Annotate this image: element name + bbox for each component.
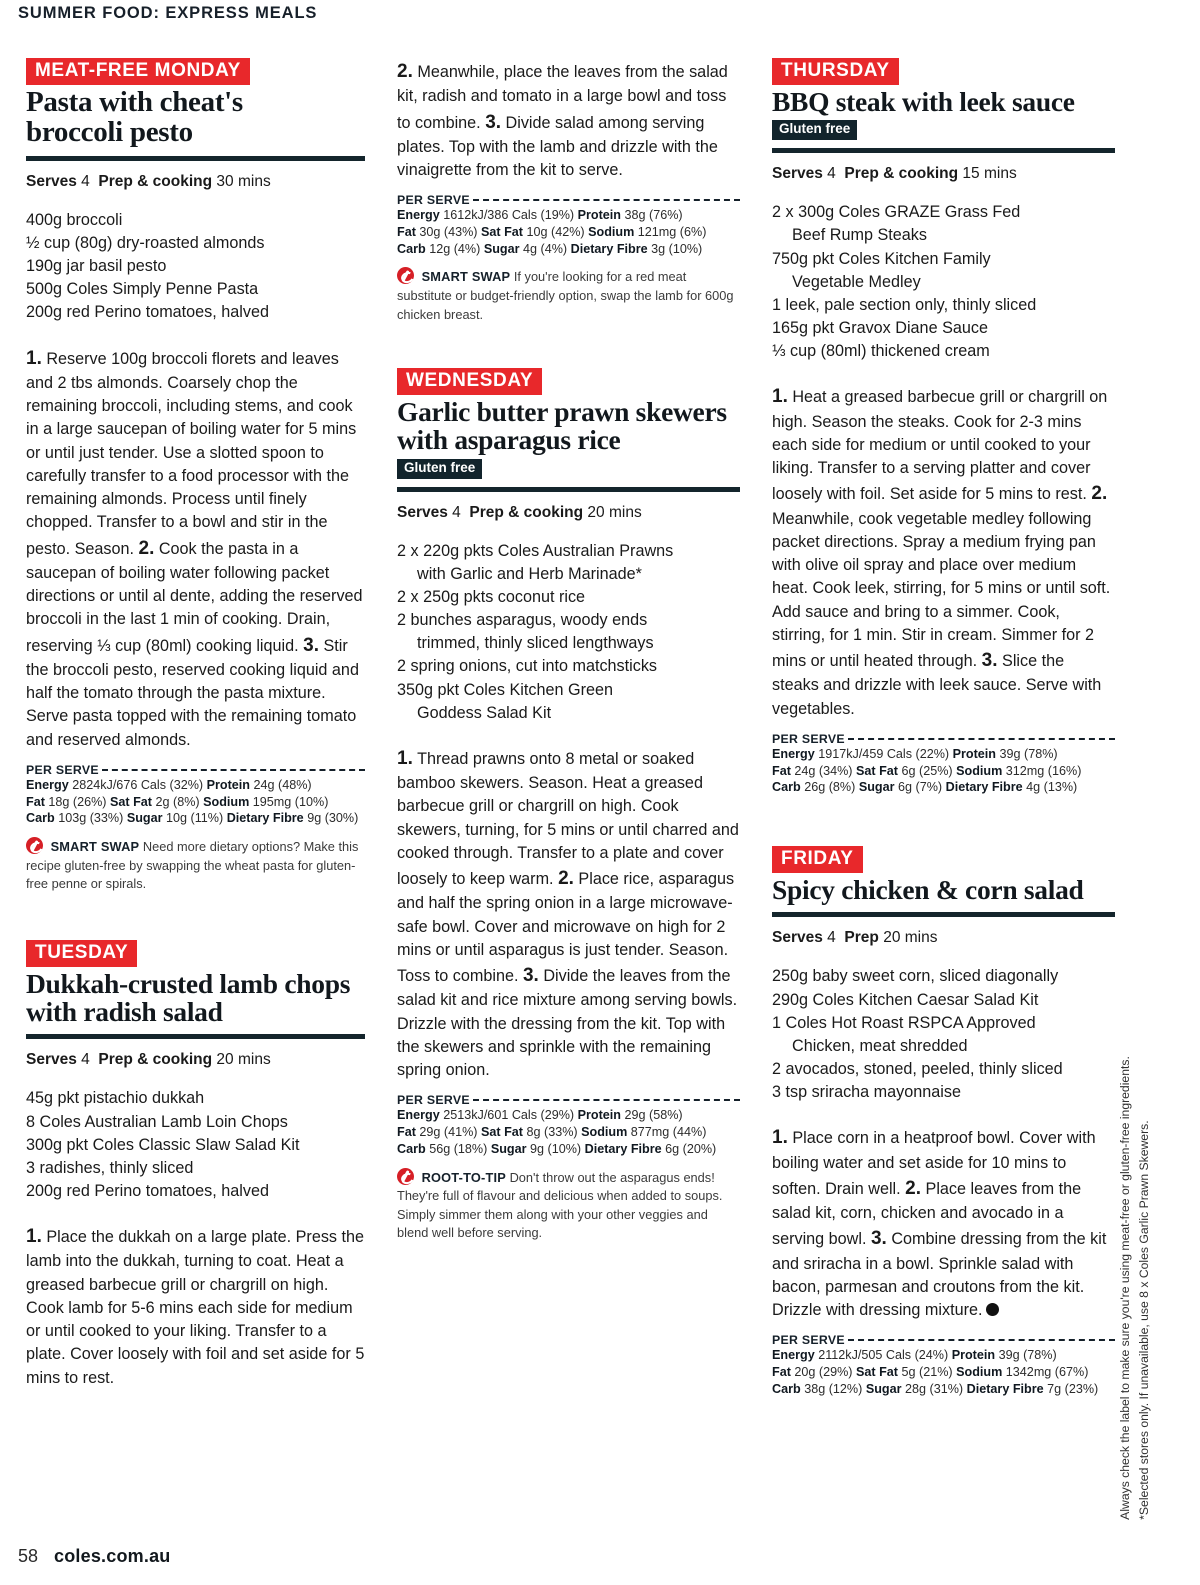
protein-value: 39g (78%) <box>998 1348 1057 1363</box>
sugar-value: 9g (10%) <box>530 1141 582 1156</box>
step-text: Divide the leaves from the salad kit and rice mixture among serving bowls. Drizzle with the dressing from the kit. Top with the skewers and sprinkle with the remaining spring onion. <box>397 967 738 1080</box>
serves-line-monday <box>26 172 365 192</box>
serves-value: 4 <box>827 929 836 947</box>
dashed-rule <box>848 1339 1115 1341</box>
protein-label: Protein <box>577 208 621 223</box>
energy-value: 1612kJ/386 Cals (19%) <box>443 208 575 223</box>
sodium-label: Sodium <box>588 224 635 239</box>
nutrition-panel-wednesday <box>397 1093 740 1157</box>
energy-label: Energy <box>772 746 815 761</box>
carb-label: Carb <box>772 1381 801 1396</box>
ingredient-item <box>397 586 740 609</box>
tip-text: If you're looking for a red meat substitute or budget-friendly option, swap the lamb for 600g chicken breast. <box>397 269 734 322</box>
ingredient-main: 2 x 300g Coles GRAZE Grass Fed <box>772 203 1021 222</box>
ingredient-item: 500g Coles Simply Penne Pasta <box>26 280 259 299</box>
per-serve-header <box>397 1093 740 1107</box>
sodium-value: 1342mg (67%) <box>1005 1365 1089 1380</box>
gluten-free-badge: Gluten free <box>772 120 857 140</box>
sugar-label: Sugar <box>483 241 520 256</box>
carb-value: 12g (4%) <box>429 241 481 256</box>
carb-label: Carb <box>772 780 801 795</box>
ingredient-main: 750g pkt Coles Kitchen Family <box>772 249 991 268</box>
sugar-label: Sugar <box>490 1141 527 1156</box>
per-serve-header <box>26 763 365 777</box>
ingredient-main: 3 tsp sriracha mayonnaise <box>772 1083 961 1102</box>
recipe-columns <box>0 58 1145 1508</box>
step-text: Combine dressing from the kit and sriracha in a bowl. Sprinkle salad with bacon, parmesan and croutons from the kit. Drizzle with dressing mixture. <box>772 1230 1107 1320</box>
ingredient-item: 190g jar basil pesto <box>26 257 167 276</box>
nutrition-row <box>397 1124 740 1141</box>
title-rule <box>397 487 740 492</box>
nutrition-row <box>26 810 365 827</box>
recipe-title-line1: Dukkah-crusted lamb chops <box>26 967 351 999</box>
tip-text: Don't throw out the asparagus ends! They're full of flavour and delicious when added to soups. Simply simmer them along with your other veggies and blend well before serving. <box>397 1169 723 1241</box>
tip-title: SMART SWAP <box>421 269 511 285</box>
side-note-line2: *Selected stores only. If unavailable, use 8 x Coles Garlic Prawn Skewers. <box>1137 1120 1152 1520</box>
ingredient-item <box>772 1081 1115 1104</box>
method-thursday <box>772 383 1115 721</box>
step-number: 3. <box>981 650 998 672</box>
per-serve-label: PER SERVE <box>772 1333 845 1348</box>
sodium-label: Sodium <box>956 1365 1003 1380</box>
recipe-title-wednesday <box>397 398 740 455</box>
ingredient-item: 400g broccoli <box>26 210 123 229</box>
fat-value: 29g (41%) <box>419 1125 478 1140</box>
ingredient-main: 1 Coles Hot Roast RSPCA Approved <box>772 1013 1036 1032</box>
carb-label: Carb <box>26 811 55 826</box>
tip-text: Need more dietary options? Make this recipe gluten-free by swapping the wheat pasta for gluten-free penne or spirals. <box>26 839 359 892</box>
fibre-value: 9g (30%) <box>307 811 359 826</box>
day-tag-monday: MEAT-FREE MONDAY <box>26 58 250 85</box>
satfat-value: 5g (21%) <box>901 1365 953 1380</box>
energy-value: 2824kJ/676 Cals (32%) <box>72 777 204 792</box>
carb-label: Carb <box>397 1141 426 1156</box>
ingredient-main: ⅓ cup (80ml) thickened cream <box>772 342 990 361</box>
ingredient-main: 2 x 220g pkts Coles Australian Prawns <box>397 541 674 560</box>
nutrition-row <box>772 1347 1115 1364</box>
ingredient-cont: Vegetable Medley <box>792 272 921 291</box>
ingredient-item <box>397 655 740 678</box>
step-number: 1. <box>772 386 788 408</box>
energy-value: 2513kJ/601 Cals (29%) <box>443 1108 575 1123</box>
day-tag-tuesday: TUESDAY <box>26 940 137 967</box>
ingredient-main: 350g pkt Coles Kitchen Green <box>397 680 613 699</box>
ingredients-tuesday <box>26 1087 365 1203</box>
carb-value: 103g (33%) <box>58 811 124 826</box>
serves-value: 4 <box>827 165 836 183</box>
serves-line-thursday <box>772 164 1115 184</box>
nutrition-row <box>26 777 365 794</box>
carb-value: 26g (8%) <box>804 780 856 795</box>
step-text: Reserve 100g broccoli florets and leaves and 2 tbs almonds. Coarsely chop the remaining broccoli, including stems, and cook in a large saucepan of boiling water for 5 mins or until just tender. Use a slotted spoon to carefully transfer to a food processor with the remaining almonds. Process until finely chopped. Transfer to a bowl and stir in the pesto. Season. <box>26 349 357 558</box>
day-tag-friday: FRIDAY <box>772 846 863 873</box>
ingredient-cont: Goddess Salad Kit <box>417 703 552 722</box>
serves-value: 4 <box>81 172 90 190</box>
step-number: 1. <box>26 347 42 369</box>
fat-label: Fat <box>397 224 416 239</box>
recipe-thursday <box>772 58 1115 796</box>
method-wednesday <box>397 745 740 1083</box>
protein-label: Protein <box>206 777 250 792</box>
end-of-article-mark <box>986 1303 999 1316</box>
ingredients-friday <box>772 965 1115 1104</box>
tip-monday <box>26 837 365 894</box>
serves-line-wednesday <box>397 503 740 523</box>
carb-value: 56g (18%) <box>429 1141 488 1156</box>
ingredient-cont: Beef Rump Steaks <box>792 226 927 245</box>
recipe-tuesday <box>26 940 365 1390</box>
satfat-label: Sat Fat <box>856 763 898 778</box>
prep-value: 30 mins <box>216 172 271 190</box>
serves-line-friday <box>772 928 1115 948</box>
title-rule <box>772 148 1115 153</box>
nutrition-panel-friday <box>772 1333 1115 1397</box>
sodium-value: 312mg (16%) <box>1005 763 1082 778</box>
column-three <box>750 58 1125 1508</box>
ingredient-item <box>397 540 740 586</box>
prep-value: 20 mins <box>216 1051 271 1069</box>
method-tuesday-part1 <box>26 1223 365 1390</box>
sugar-label: Sugar <box>865 1381 902 1396</box>
satfat-label: Sat Fat <box>856 1365 898 1380</box>
ingredient-main: 290g Coles Kitchen Caesar Salad Kit <box>772 990 1039 1009</box>
page-number: 58 <box>18 1546 39 1566</box>
ingredient-item: 200g red Perino tomatoes, halved <box>26 1182 269 1200</box>
ingredient-main: 2 bunches asparagus, woody ends <box>397 611 648 630</box>
nutrition-panel-thursday <box>772 732 1115 796</box>
ingredient-item <box>772 317 1115 340</box>
step-number: 1. <box>397 747 413 769</box>
nutrition-row <box>397 1107 740 1124</box>
ingredient-cont: trimmed, thinly sliced lengthways <box>417 634 654 653</box>
step-number: 3. <box>870 1228 887 1250</box>
fat-value: 30g (43%) <box>419 224 478 239</box>
fat-label: Fat <box>26 794 45 809</box>
website-url: coles.com.au <box>54 1546 171 1566</box>
nutrition-row <box>26 794 365 811</box>
fat-label: Fat <box>397 1125 416 1140</box>
recipe-title-monday <box>26 85 365 148</box>
running-head: SUMMER FOOD: EXPRESS MEALS <box>18 4 318 22</box>
sodium-label: Sodium <box>203 794 250 809</box>
step-number: 1. <box>26 1226 42 1248</box>
fibre-label: Dietary Fibre <box>570 241 648 256</box>
ingredient-item: ½ cup (80g) dry-roasted almonds <box>26 233 265 252</box>
satfat-label: Sat Fat <box>110 794 152 809</box>
fibre-value: 4g (13%) <box>1026 780 1078 795</box>
satfat-label: Sat Fat <box>481 1125 523 1140</box>
satfat-value: 2g (8%) <box>155 794 200 809</box>
recipe-title-line2: with radish salad <box>26 995 223 1027</box>
serves-value: 4 <box>81 1051 90 1069</box>
sugar-value: 28g (31%) <box>905 1381 964 1396</box>
sugar-value: 6g (7%) <box>898 780 943 795</box>
recipe-title-line1: BBQ steak with leek sauce <box>772 85 1075 117</box>
per-serve-label: PER SERVE <box>26 762 99 777</box>
recipe-title-thursday <box>772 85 1115 117</box>
energy-label: Energy <box>26 777 69 792</box>
step-number: 2. <box>138 537 155 559</box>
ingredient-item <box>397 679 740 725</box>
carb-value: 38g (12%) <box>804 1381 863 1396</box>
nutrition-row <box>397 224 740 241</box>
fibre-label: Dietary Fibre <box>966 1381 1044 1396</box>
ingredient-item <box>772 989 1115 1012</box>
step-number: 3. <box>303 634 319 656</box>
serves-label: Serves <box>26 1051 77 1069</box>
recipe-monday <box>26 58 365 894</box>
protein-value: 29g (58%) <box>624 1108 683 1123</box>
satfat-label: Sat Fat <box>481 224 523 239</box>
tip-title: SMART SWAP <box>50 839 140 855</box>
serves-label: Serves <box>26 172 77 190</box>
step-number: 2. <box>1091 483 1108 505</box>
sodium-label: Sodium <box>956 763 1003 778</box>
nutrition-row <box>772 763 1115 780</box>
sodium-label: Sodium <box>581 1125 628 1140</box>
step-number: 3. <box>485 111 502 133</box>
step-text: Place corn in a heatproof bowl. Cover with boiling water and set aside for 10 mins to soften. Drain well. <box>772 1129 1096 1198</box>
ingredient-main: 2 avocados, stoned, peeled, thinly sliced <box>772 1060 1063 1079</box>
step-text: Meanwhile, place the leaves from the salad kit, radish and tomato in a large bowl and toss to combine. <box>397 63 728 132</box>
method-tuesday-part2 <box>397 58 740 182</box>
step-number: 2. <box>905 1177 922 1199</box>
column-one <box>0 58 375 1508</box>
nutrition-row <box>772 779 1115 796</box>
energy-value: 1917kJ/459 Cals (22%) <box>818 746 950 761</box>
recipe-title-line1: Garlic butter prawn skewers <box>397 396 727 428</box>
serves-label: Serves <box>772 929 823 947</box>
ingredient-cont: Chicken, meat shredded <box>792 1036 968 1055</box>
side-note <box>1118 880 1200 1520</box>
fat-label: Fat <box>772 1365 791 1380</box>
nutrition-row <box>772 1364 1115 1381</box>
protein-label: Protein <box>951 1348 996 1363</box>
recipe-wednesday <box>397 368 740 1243</box>
nutrition-row <box>397 207 740 224</box>
sodium-value: 877mg (44%) <box>630 1125 707 1140</box>
fibre-label: Dietary Fibre <box>945 780 1023 795</box>
day-tag-wednesday: WEDNESDAY <box>397 368 542 395</box>
ingredient-item: 45g pkt pistachio dukkah <box>26 1089 205 1108</box>
satfat-value: 6g (25%) <box>901 763 953 778</box>
recipe-title-line2: broccoli pesto <box>26 115 193 148</box>
ingredient-item <box>772 340 1115 363</box>
per-serve-label: PER SERVE <box>772 731 845 746</box>
ingredient-item <box>772 294 1115 317</box>
sodium-value: 121mg (6%) <box>637 224 707 239</box>
ingredient-item <box>772 1012 1115 1058</box>
ingredient-item: 8 Coles Australian Lamb Loin Chops <box>26 1112 288 1131</box>
side-note-text <box>1116 880 1154 1520</box>
protein-value: 38g (76%) <box>624 208 683 223</box>
step-text: Place leaves from the salad kit, corn, chicken and avocado in a serving bowl. <box>772 1179 1082 1249</box>
prep-label: Prep & cooking <box>469 503 584 521</box>
fat-label: Fat <box>772 763 791 778</box>
nutrition-row <box>772 1381 1115 1398</box>
step-text: Place the dukkah on a large plate. Press the lamb into the dukkah, turning to coat. Heat a greased barbecue grill or chargrill on high. Cook lamb for 5-6 mins each side for medium or until cooked to your liking. Transfer to a plate. Cover loosely with foil and set aside for 5 mins to rest. <box>26 1228 365 1387</box>
chilli-icon <box>26 837 43 854</box>
recipe-title-line2: with asparagus rice <box>397 424 621 456</box>
protein-label: Protein <box>577 1108 621 1123</box>
tip-tuesday <box>397 267 740 324</box>
step-number: 1. <box>772 1127 788 1149</box>
per-serve-label: PER SERVE <box>397 1093 470 1108</box>
fibre-value: 7g (23%) <box>1047 1381 1099 1396</box>
nutrition-row <box>772 746 1115 763</box>
tip-wednesday <box>397 1168 740 1243</box>
prep-value: 15 mins <box>962 165 1017 183</box>
chilli-icon <box>397 267 414 284</box>
method-friday <box>772 1124 1115 1322</box>
energy-label: Energy <box>397 1108 440 1123</box>
protein-value: 39g (78%) <box>999 746 1058 761</box>
fibre-value: 3g (10%) <box>651 241 703 256</box>
fat-value: 24g (34%) <box>794 763 853 778</box>
ingredient-cont: with Garlic and Herb Marinade* <box>417 564 642 583</box>
step-number: 2. <box>558 868 574 890</box>
recipe-title-tuesday <box>26 967 365 1027</box>
nutrition-panel-monday <box>26 763 365 827</box>
ingredient-main: 1 leek, pale section only, thinly sliced <box>772 295 1037 314</box>
ingredient-item <box>397 609 740 655</box>
ingredient-item: 300g pkt Coles Classic Slaw Salad Kit <box>26 1135 300 1154</box>
title-rule <box>26 1034 365 1039</box>
ingredient-item <box>772 1058 1115 1081</box>
recipe-title-friday <box>772 873 1115 905</box>
recipe-title-line1: Spicy chicken & corn salad <box>772 873 1084 905</box>
column-two <box>375 58 750 1508</box>
step-text: Meanwhile, cook vegetable medley following packet directions. Spray a medium frying pan with olive oil spray and place over medium heat. Cook leek, stirring, for 5 mins or until soft. Add sauce and bring to a simmer. Cook, stirring, for 1 min. Stir in cream. Simmer for 2 mins or until heated through. <box>772 509 1111 671</box>
step-text: Place rice, asparagus and half the spring onion in a large microwave-safe bowl. Cover and microwave on high for 2 mins or until asparagus is just tender. Season. Toss to combine. <box>397 870 735 986</box>
serves-label: Serves <box>772 165 823 183</box>
step-number: 3. <box>522 965 539 987</box>
fat-value: 20g (29%) <box>794 1365 853 1380</box>
side-note-line1: Always check the label to make sure you're using meat-free or gluten-free ingredients. <box>1118 1056 1133 1520</box>
per-serve-header <box>772 732 1115 746</box>
step-number: 2. <box>397 61 413 82</box>
ingredient-item: 200g red Perino tomatoes, halved <box>26 303 269 322</box>
satfat-value: 8g (33%) <box>526 1125 578 1140</box>
ingredient-main: 165g pkt Gravox Diane Sauce <box>772 319 988 338</box>
prep-label: Prep <box>844 929 879 947</box>
dashed-rule <box>473 199 740 201</box>
ingredient-item <box>772 965 1115 988</box>
carb-label: Carb <box>397 241 426 256</box>
sugar-value: 4g (4%) <box>523 241 568 256</box>
fibre-value: 6g (20%) <box>665 1141 717 1156</box>
step-text: Cook the pasta in a saucepan of boiling water following packet directions or until al dente, adding the reserved broccoli in the last 1 min of cooking. Drain, reserving ⅓ cup (80ml) cooking liquid. <box>26 539 363 655</box>
ingredient-main: 2 x 250g pkts coconut rice <box>397 587 586 606</box>
ingredients-thursday <box>772 201 1115 363</box>
dashed-rule <box>102 769 365 771</box>
dashed-rule <box>848 738 1115 740</box>
gluten-free-badge: Gluten free <box>397 459 482 479</box>
per-serve-label: PER SERVE <box>397 193 470 208</box>
ingredient-item <box>772 248 1115 294</box>
prep-label: Prep & cooking <box>98 1051 213 1069</box>
step-text: Heat a greased barbecue grill or chargrill on high. Season the steaks. Cook for 2-3 mins each side for medium or until cooked to your liking. Transfer to a serving platter and cover loosely with foil. Set aside for 5 mins to rest. <box>772 388 1108 504</box>
page-footer <box>18 1546 170 1567</box>
sodium-value: 195mg (10%) <box>252 794 329 809</box>
ingredient-main: 2 spring onions, cut into matchsticks <box>397 657 658 676</box>
per-serve-header <box>397 193 740 207</box>
nutrition-panel-tuesday <box>397 193 740 257</box>
serves-line-tuesday <box>26 1050 365 1070</box>
tip-title: ROOT-TO-TIP <box>421 1169 506 1185</box>
fat-value: 18g (26%) <box>48 794 107 809</box>
day-tag-thursday: THURSDAY <box>772 58 899 85</box>
ingredients-monday <box>26 209 365 325</box>
recipe-title-line1: Pasta with cheat's <box>26 85 243 118</box>
prep-value: 20 mins <box>883 929 938 947</box>
protein-value: 24g (48%) <box>253 777 312 792</box>
dashed-rule <box>473 1099 740 1101</box>
energy-label: Energy <box>397 208 440 223</box>
ingredient-item <box>772 201 1115 247</box>
step-text: Thread prawns onto 8 metal or soaked bamboo skewers. Season. Heat a greased barbecue grill or chargrill on high. Cook skewers, turning, for 5 mins or until charred and cooked through. Transfer to a plate and cover loosely to keep warm. <box>397 749 739 889</box>
chilli-icon <box>397 1168 414 1185</box>
protein-label: Protein <box>952 746 996 761</box>
sugar-value: 10g (11%) <box>166 811 224 826</box>
fibre-label: Dietary Fibre <box>226 811 304 826</box>
nutrition-row <box>397 1141 740 1158</box>
sugar-label: Sugar <box>126 811 163 826</box>
per-serve-header <box>772 1333 1115 1347</box>
ingredient-main: 250g baby sweet corn, sliced diagonally <box>772 967 1059 986</box>
prep-label: Prep & cooking <box>98 172 213 190</box>
energy-value: 2112kJ/505 Cals (24%) <box>818 1348 949 1363</box>
energy-label: Energy <box>772 1348 815 1363</box>
title-rule <box>772 912 1115 917</box>
prep-label: Prep & cooking <box>844 165 959 183</box>
sugar-label: Sugar <box>858 780 895 795</box>
ingredient-item: 3 radishes, thinly sliced <box>26 1158 194 1177</box>
prep-value: 20 mins <box>587 503 642 521</box>
recipe-friday <box>772 846 1115 1398</box>
fibre-label: Dietary Fibre <box>584 1141 662 1156</box>
serves-label: Serves <box>397 503 448 521</box>
title-rule <box>26 156 365 161</box>
satfat-value: 10g (42%) <box>526 224 585 239</box>
method-monday <box>26 345 365 752</box>
ingredients-wednesday <box>397 540 740 725</box>
step-text: Slice the steaks and drizzle with leek sauce. Serve with vegetables. <box>772 652 1102 718</box>
step-text: Stir the broccoli pesto, reserved cooking liquid and half the tomato through the pasta mixture. Serve pasta topped with the remaining tomato and reserved almonds. <box>26 636 359 749</box>
serves-value: 4 <box>452 503 461 521</box>
step-text: Divide salad among serving plates. Top with the lamb and drizzle with the vinaigrette from the kit to serve. <box>397 113 718 179</box>
nutrition-row <box>397 241 740 258</box>
